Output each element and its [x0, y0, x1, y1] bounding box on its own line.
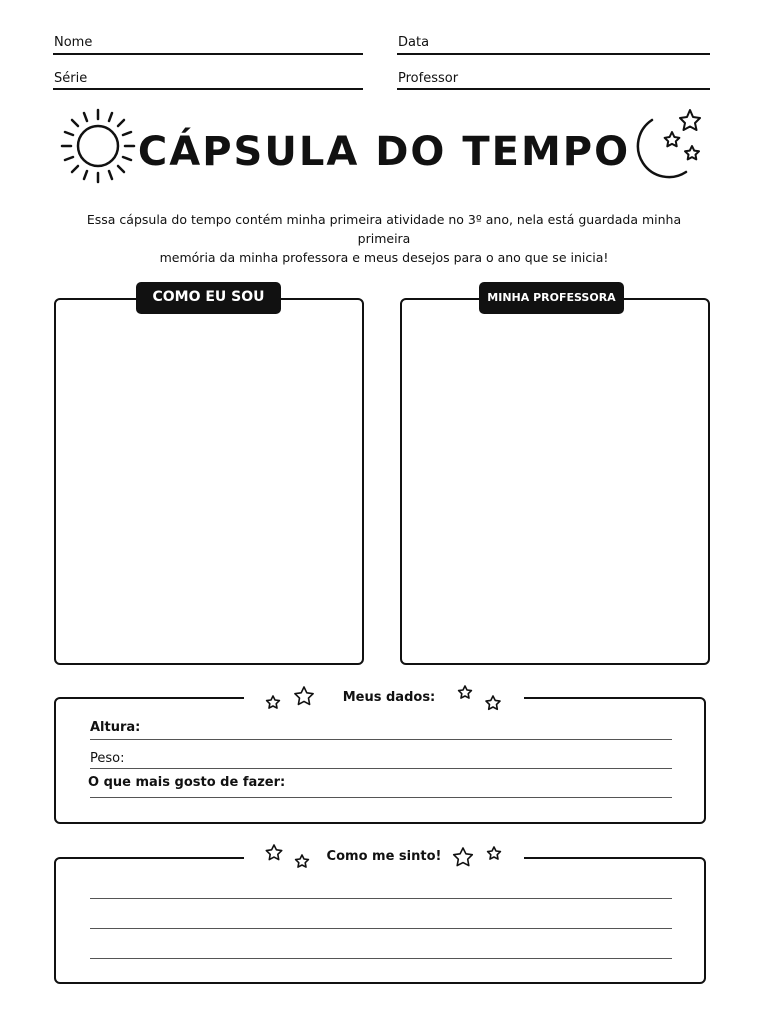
grade-field[interactable] — [53, 88, 363, 90]
star-icon — [264, 843, 314, 873]
feelings-line-1[interactable] — [90, 898, 672, 899]
intro-text — [60, 210, 708, 267]
height-label: Altura: — [90, 720, 141, 735]
weight-field[interactable] — [90, 768, 672, 769]
feelings-line-2[interactable] — [90, 928, 672, 929]
feelings-legend: Como me sinto! — [326, 847, 442, 867]
teacher-label: Professor — [398, 71, 459, 86]
favorite-activity-field[interactable] — [90, 797, 672, 798]
page-title: CÁPSULA DO TEMPO — [137, 129, 631, 175]
star-icon — [456, 684, 506, 714]
intro-line-2: memória da minha professora e meus desejos para o ano que se inicia! — [159, 250, 609, 265]
teacher-tag: MINHA PROFESSORA — [479, 282, 624, 314]
date-label: Data — [398, 35, 430, 50]
feelings-line-3[interactable] — [90, 958, 672, 959]
my-data-legend: Meus dados: — [334, 688, 444, 708]
height-field[interactable] — [90, 739, 672, 740]
star-icon — [450, 843, 506, 873]
teacher-field[interactable] — [397, 88, 710, 90]
name-field[interactable] — [53, 53, 363, 55]
name-label: Nome — [54, 35, 93, 50]
my-data-box — [54, 697, 706, 824]
date-field[interactable] — [397, 53, 710, 55]
moon-icon — [624, 106, 706, 186]
self-tag: COMO EU SOU — [136, 282, 281, 314]
teacher-drawing-box[interactable] — [400, 298, 710, 665]
grade-label: Série — [54, 71, 88, 86]
intro-line-1: Essa cápsula do tempo contém minha primeira atividade no 3º ano, nela está guardada minha primeira — [86, 212, 682, 246]
feelings-box — [54, 857, 706, 984]
star-icon — [264, 686, 324, 714]
favorite-activity-label: O que mais gosto de fazer: — [88, 775, 286, 790]
weight-label: Peso: — [90, 751, 125, 766]
self-drawing-box[interactable] — [54, 298, 364, 665]
